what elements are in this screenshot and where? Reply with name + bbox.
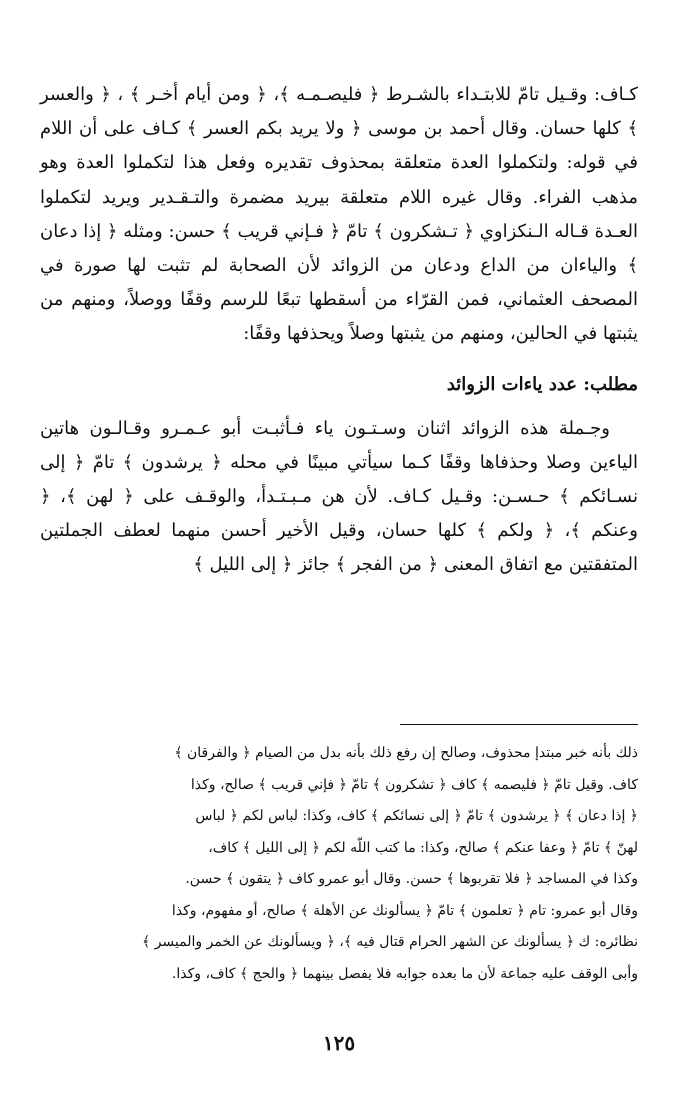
footnote-line: نظائره: ك ﴿ يسألونك عن الشهر الحرام قتال فيه ﴾، ﴿ ويسألونك عن الخمر والميسر ﴾ — [142, 934, 638, 950]
footnote-line: وكذا في المساجد ﴿ فلا تقربوها ﴾ حسن. وقال أبو عمرو كاف ﴿ يتقون ﴾ حسن. — [185, 871, 638, 887]
paragraph-1: كـاف: وقـيل تامّ للابتـداء بالشـرط ﴿ فليصـمـه ﴾، ﴿ ومن أيام أخـر ﴾ ، ﴿ والعسر ﴾ كلها حسان. وقال أحمد بن موسى ﴿ ولا يريد بكم العسر ﴾ كـاف على أن اللام في قوله: ولتكملوا العدة متعلقة بمحذوف تقديره وفعل هذا لتكملوا العدة وهو مذهب الفراء. وقال غيره اللام متعلقة بيريد مضمرة والتـقـدير ويريد لتكملوا العـدة قـاله الـنكزاوي ﴿ تـشكرون ﴾ تامّ ﴿ فـإني قريب ﴾ حسن: ومثله ﴿ إذا دعان ﴾ والياءان من الداع ودعان من الزوائد لأن الصحابة لم تثبت لها صورة في المصحف العثماني، فمن القرّاء من أسقطها تبعًا للرسم وقفًا ووصلاً، ومنهم من يثبتها في الحالين، ومنهم من يثبتها وصلاً ويحذفها وقفًا: — [40, 84, 638, 345]
book-page — [40, 78, 638, 1106]
paragraph-2: وجـملة هذه الزوائد اثنان وسـتـون ياء فـأثبـت أبو عـمـرو وقـالـون هاتين الياءين وصلا وحذفاها وقفًا كـما سيأتي مبينًا في محله ﴿ يرشدون ﴾ تامّ ﴿ إلى نسـائكم ﴾ حـسـن: وقـيل كـاف. لأن هن مـبـتـدأ، والوقـف على ﴿ لهن ﴾، ﴿ وعنكم ﴾، ﴿ ولكم ﴾ كلها حسان، وقيل الأخير أحسن منهما لعطف الجملتين المتفقتين مع اتفاق المعنى ﴿ من الفجر ﴾ جائز ﴿ إلى الليل ﴾ — [40, 417, 638, 576]
footnote-divider — [400, 724, 638, 725]
footnote-line: لهنّ ﴾ تامّ ﴿ وعفا عنكم ﴾ صالح، وكذا: ما كتب اللّه لكم ﴿ إلى الليل ﴾ كاف، — [208, 839, 638, 856]
main-text — [40, 78, 638, 583]
footnote-line: ذلك بأنه خبر مبتدإ محذوف، وصالح إن رفع ذلك بأنه بدل من الصيام ﴿ والفرقان ﴾ — [174, 745, 638, 761]
page-number: ١٢٥ — [322, 1031, 356, 1055]
footnotes — [40, 738, 638, 990]
footnote-line: وقال أبو عمرو: تام ﴿ تعلمون ﴾ تامّ ﴿ يسألونك عن الأهلة ﴾ صالح، أو مفهوم، وكذا — [171, 902, 638, 919]
footnote-line: ﴿ إذا دعان ﴾ ﴿ يرشدون ﴾ تامّ ﴿ إلى نسائكم ﴾ كاف، وكذا: لباس لكم ﴿ لباس — [195, 808, 638, 824]
footnote-line: وأبى الوقف عليه جماعة لأن ما بعده جوابه فلا يفصل بينهما ﴿ والحج ﴾ كاف، وكذا. — [171, 965, 638, 982]
section-heading: مطلب: عدد ياءات الزوائد — [446, 373, 638, 395]
footnote-line: كاف. وقيل تامّ ﴿ فليصمه ﴾ كاف ﴿ تشكرون ﴾ تامّ ﴿ فإني قريب ﴾ صالح، وكذا — [190, 776, 638, 793]
